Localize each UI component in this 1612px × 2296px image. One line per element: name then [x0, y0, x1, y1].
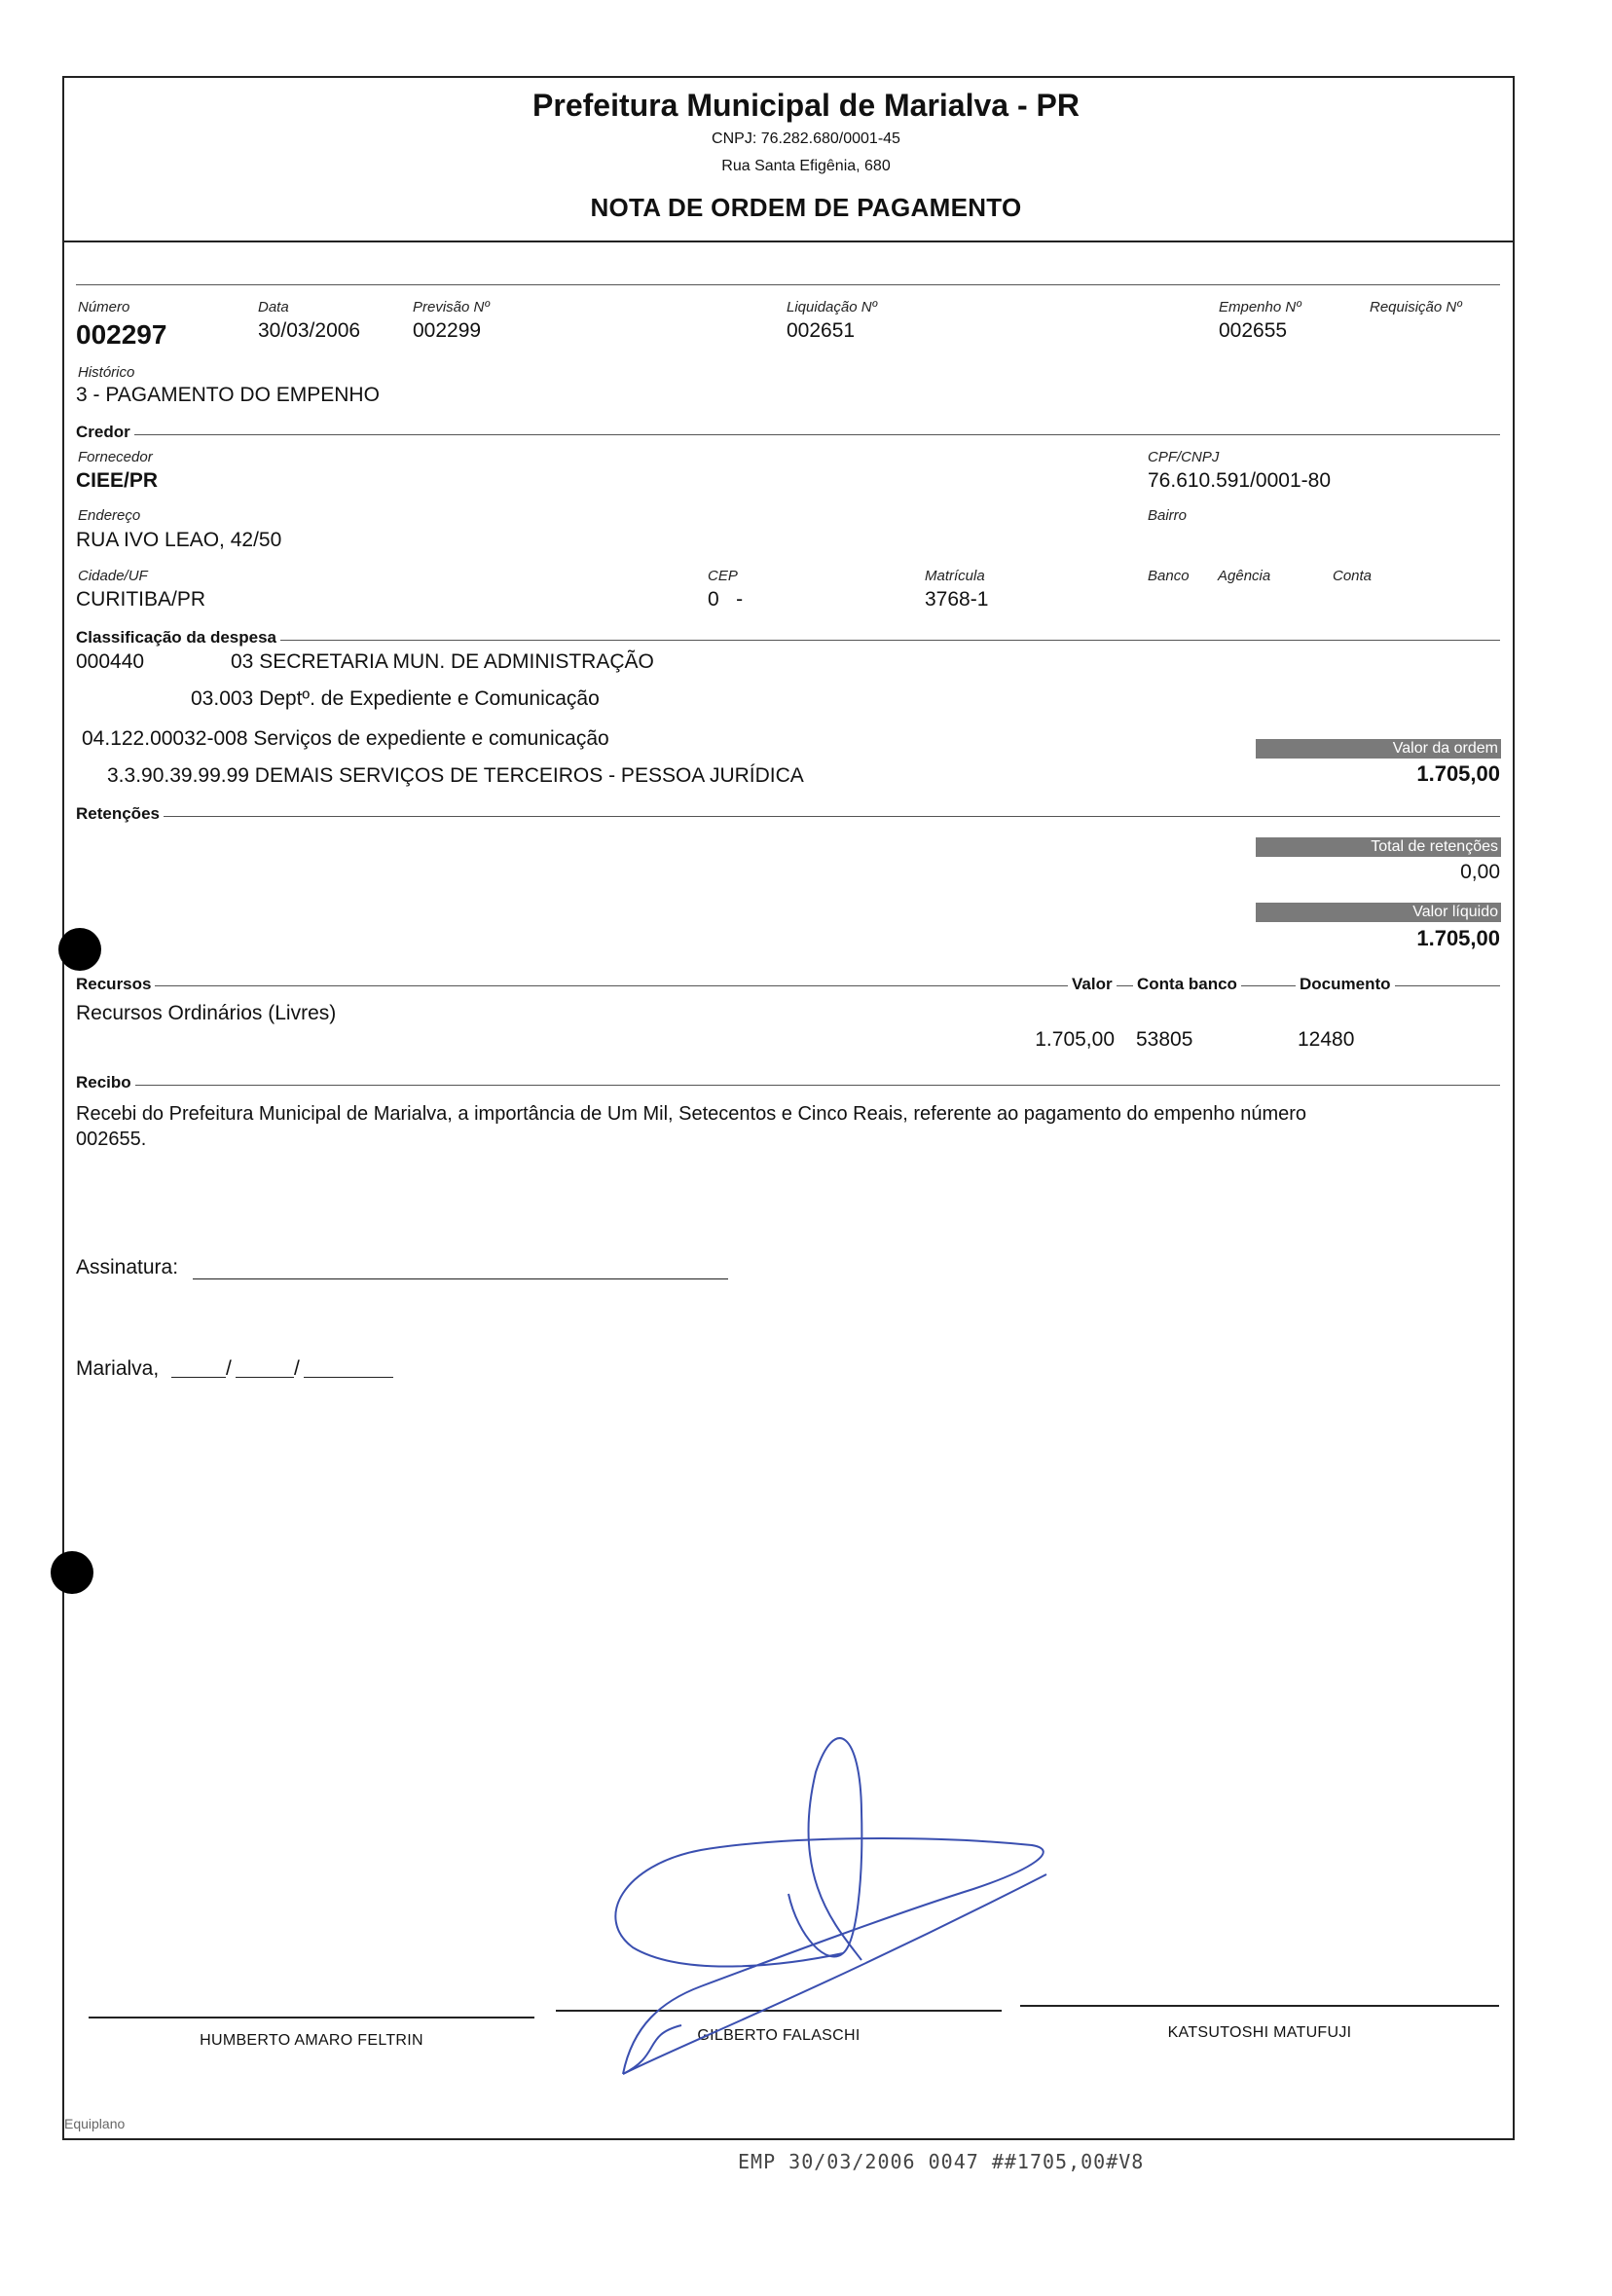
fornecedor-value: CIEE/PR	[76, 469, 159, 492]
recursos-section-title: Recursos	[76, 975, 155, 994]
cep-label: CEP	[708, 568, 738, 584]
recursos-valor-label: Valor	[1068, 975, 1117, 994]
date-slash-1: /	[226, 1357, 232, 1380]
bank-stamp: EMP 30/03/2006 0047 ##1705,00#V8	[738, 2150, 1145, 2173]
empenho-value: 002655	[1219, 319, 1288, 342]
recursos-conta-label: Conta banco	[1133, 975, 1241, 994]
header-divider	[62, 241, 1515, 242]
liquidacao-label: Liquidação Nº	[787, 299, 878, 315]
bairro-label: Bairro	[1148, 507, 1188, 524]
valor-ordem-value: 1.705,00	[1416, 761, 1500, 786]
data-label: Data	[258, 299, 289, 315]
endereco-label: Endereço	[78, 507, 141, 524]
agencia-label: Agência	[1218, 568, 1271, 584]
recursos-conta: 53805	[1136, 1028, 1193, 1051]
local-data-label: Marialva,	[76, 1357, 160, 1380]
assinatura-line	[193, 1278, 728, 1279]
signature-line-2	[556, 2010, 1002, 2012]
classificacao-rule	[76, 640, 1500, 641]
date-slash-2: /	[294, 1357, 300, 1380]
signature-line-1	[89, 2017, 534, 2018]
recibo-rule	[76, 1085, 1500, 1086]
signature-name-1: HUMBERTO AMARO FELTRIN	[200, 2032, 423, 2049]
historico-label: Histórico	[78, 364, 135, 381]
cep-value: 0 -	[708, 588, 744, 611]
signature-name-2: GILBERTO FALASCHI	[697, 2027, 861, 2044]
recursos-documento-label: Documento	[1296, 975, 1395, 994]
cidade-value: CURITIBA/PR	[76, 588, 206, 611]
recursos-documento: 12480	[1298, 1028, 1355, 1051]
matricula-label: Matrícula	[925, 568, 985, 584]
retencoes-section-title: Retenções	[76, 804, 164, 824]
header-address: Rua Santa Efigênia, 680	[721, 158, 891, 174]
date-day-line	[171, 1377, 226, 1378]
matricula-value: 3768-1	[925, 588, 989, 611]
classificacao-line3: 04.122.00032-008 Serviços de expediente e comunicação	[82, 727, 609, 750]
signature-name-3: KATSUTOSHI MATUFUJI	[1167, 2024, 1352, 2041]
recursos-valor: 1.705,00	[1035, 1028, 1115, 1051]
classificacao-section-title: Classificação da despesa	[76, 628, 280, 648]
requisicao-label: Requisição Nº	[1370, 299, 1462, 315]
software-credit: Equiplano	[64, 2116, 126, 2131]
endereco-value: RUA IVO LEAO, 42/50	[76, 529, 282, 551]
info-top-rule	[76, 284, 1500, 285]
total-retencoes-label: Total de retenções	[1256, 837, 1501, 857]
credor-section-title: Credor	[76, 423, 134, 442]
cidade-label: Cidade/UF	[78, 568, 148, 584]
cpf-label: CPF/CNPJ	[1148, 449, 1220, 465]
numero-value: 002297	[76, 319, 167, 350]
punch-hole-upper	[58, 928, 101, 971]
assinatura-label: Assinatura:	[76, 1256, 179, 1278]
header-cnpj: CNPJ: 76.282.680/0001-45	[712, 130, 900, 147]
data-value: 30/03/2006	[258, 319, 361, 342]
previsao-value: 002299	[413, 319, 482, 342]
valor-liquido-value: 1.705,00	[1416, 926, 1500, 950]
date-month-line	[236, 1377, 294, 1378]
recursos-rule	[76, 985, 1500, 986]
empenho-label: Empenho Nº	[1219, 299, 1301, 315]
retencoes-rule	[76, 816, 1500, 817]
page-title: Prefeitura Municipal de Marialva - PR	[532, 88, 1080, 123]
recibo-text-line2: 002655.	[76, 1129, 147, 1150]
recursos-descricao: Recursos Ordinários (Livres)	[76, 1002, 337, 1024]
previsao-label: Previsão Nº	[413, 299, 490, 315]
document-title: NOTA DE ORDEM DE PAGAMENTO	[590, 193, 1022, 222]
fornecedor-label: Fornecedor	[78, 449, 153, 465]
classificacao-line1: 03 SECRETARIA MUN. DE ADMINISTRAÇÃO	[231, 650, 654, 673]
date-year-line	[304, 1377, 393, 1378]
liquidacao-value: 002651	[787, 319, 856, 342]
historico-value: 3 - PAGAMENTO DO EMPENHO	[76, 384, 380, 406]
punch-hole-lower	[51, 1551, 93, 1594]
classificacao-line4: 3.3.90.39.99.99 DEMAIS SERVIÇOS DE TERCEIROS - PESSOA JURÍDICA	[107, 764, 804, 787]
valor-liquido-label: Valor líquido	[1256, 903, 1501, 922]
valor-ordem-label: Valor da ordem	[1256, 739, 1501, 759]
conta-label: Conta	[1333, 568, 1373, 584]
total-retencoes-value: 0,00	[1460, 861, 1500, 883]
credor-rule	[76, 434, 1500, 435]
banco-label: Banco	[1148, 568, 1190, 584]
cpf-value: 76.610.591/0001-80	[1148, 469, 1332, 492]
recibo-section-title: Recibo	[76, 1073, 135, 1092]
numero-label: Número	[78, 299, 130, 315]
signature-line-3	[1020, 2005, 1499, 2007]
classificacao-line2: 03.003 Deptº. de Expediente e Comunicação	[191, 687, 600, 710]
classificacao-code: 000440	[76, 650, 145, 673]
recibo-text-line1: Recebi do Prefeitura Municipal de Marialva, a importância de Um Mil, Setecentos e Cinco Reais, referente ao pagamento do empenho número	[76, 1103, 1307, 1125]
